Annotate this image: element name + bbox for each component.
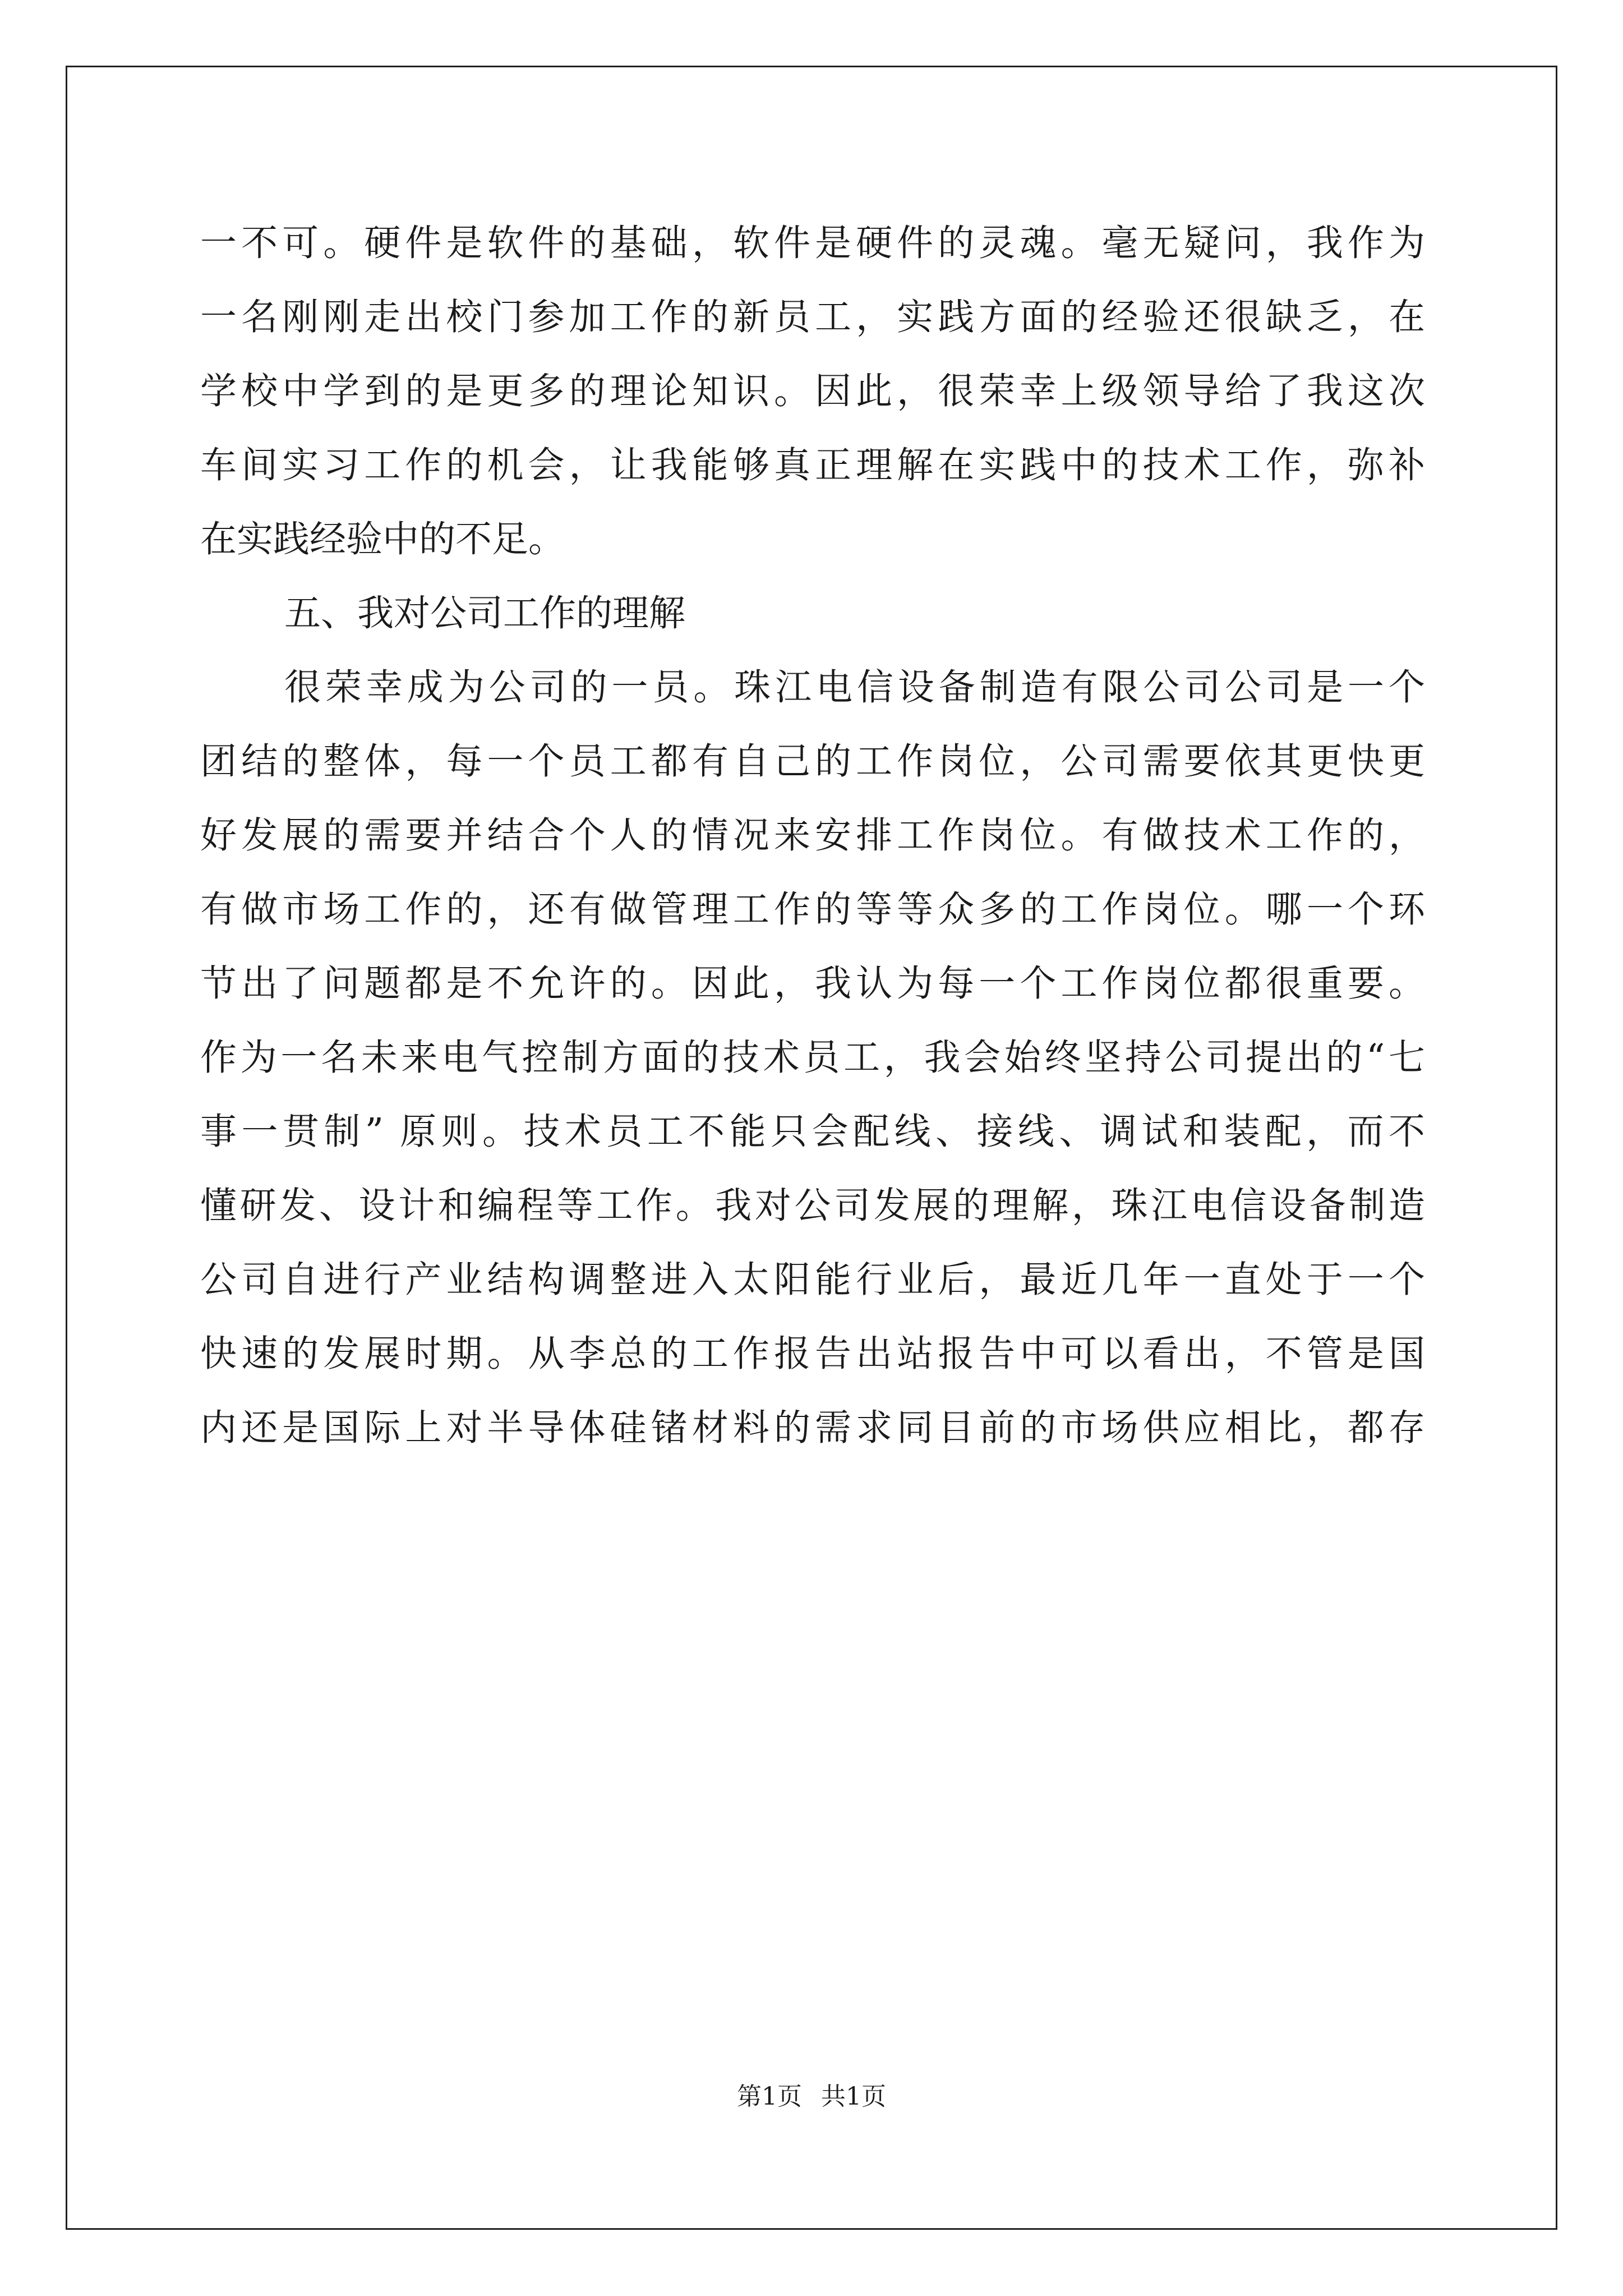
- paragraph-line: 快速的发展时期。从李总的工作报告出站报告中可以看出，不管是国: [200, 1333, 1425, 1375]
- paragraph-line: 有做市场工作的，还有做管理工作的等等众多的工作岗位。哪一个环: [200, 889, 1425, 931]
- paragraph-line: 一名刚刚走出校门参加工作的新员工，实践方面的经验还很缺乏，在: [200, 296, 1425, 338]
- paragraph-line: 车间实习工作的机会，让我能够真正理解在实践中的技术工作，弥补: [200, 444, 1425, 486]
- paragraph-line: 节出了问题都是不允许的。因此，我认为每一个工作岗位都很重要。: [200, 963, 1425, 1005]
- paragraph-line: 一不可。硬件是软件的基础，软件是硬件的灵魂。毫无疑问，我作为: [200, 222, 1425, 264]
- paragraph-line: 懂研发、设计和编程等工作。我对公司发展的理解，珠江电信设备制造: [200, 1185, 1425, 1227]
- paragraph-line: 在实践经验中的不足。: [200, 518, 565, 560]
- paragraph-line: 很荣幸成为公司的一员。珠江电信设备制造有限公司公司是一个: [284, 666, 1425, 708]
- paragraph-line: 学校中学到的是更多的理论知识。因此，很荣幸上级领导给了我这次: [200, 370, 1425, 412]
- paragraph-line: 公司自进行产业结构调整进入太阳能行业后，最近几年一直处于一个: [200, 1259, 1425, 1301]
- page-footer: [0, 2081, 1623, 2113]
- page-number: 第1页: [737, 2082, 802, 2111]
- paragraph-line: 团结的整体，每一个员工都有自己的工作岗位，公司需要依其更快更: [200, 740, 1425, 783]
- paragraph-line: 作为一名未来电气控制方面的技术员工，我会始终坚持公司提出的“七: [200, 1037, 1425, 1079]
- page-count: 共1页: [821, 2082, 886, 2111]
- paragraph-line: 内还是国际上对半导体硅锗材料的需求同目前的市场供应相比，都存: [200, 1407, 1425, 1449]
- paragraph-line: 好发展的需要并结合个人的情况来安排工作岗位。有做技术工作的，: [200, 815, 1425, 857]
- paragraph-line: 事一贯制” 原则。技术员工不能只会配线、接线、调试和装配，而不: [200, 1111, 1425, 1153]
- document-body: [200, 206, 1425, 1465]
- section-heading: 五、我对公司工作的理解: [284, 592, 686, 634]
